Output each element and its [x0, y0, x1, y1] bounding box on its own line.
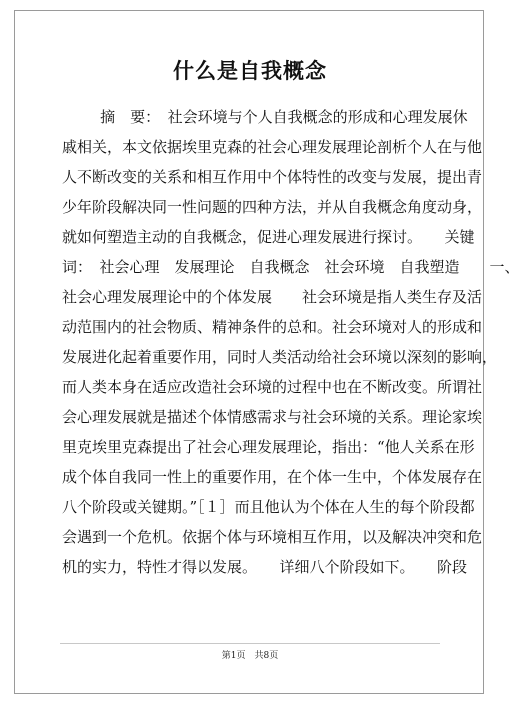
text-line: 发展进化起着重要作用，同时人类活动给社会环境以深刻的影响，: [62, 348, 498, 366]
text-line: 少年阶段解决同一性问题的四种方法，并从自我概念角度动身，: [62, 198, 483, 216]
text-line: 会心理发展就是描述个体情感需求与社会环境的关系。理论家埃: [62, 408, 483, 426]
footer-divider: [60, 643, 440, 644]
text-line: 摘 要： 社会环境与个人自我概念的形成和心理发展休: [62, 108, 468, 126]
document-title: 什么是自我概念: [173, 58, 327, 83]
text-line: 人不断改变的关系和相互作用中个体特性的改变与发展，提出青: [62, 168, 483, 186]
text-line: 会遇到一个危机。依据个体与环境相互作用，以及解决冲突和危: [62, 528, 483, 546]
text-line: 词： 社会心理 发展理论 自我概念 社会环境 自我塑造 一、: [62, 258, 520, 276]
text-line: 成个体自我同一性上的重要作用，在个体一生中，个体发展存在: [62, 468, 483, 486]
text-line: 动范围内的社会物质、精神条件的总和。社会环境对人的形成和: [62, 318, 483, 336]
text-line: 就如何塑造主动的自我概念，促进心理发展进行探讨。 关键: [62, 228, 475, 246]
text-line: 戚相关，本文依据埃里克森的社会心理发展理论剖析个人在与他: [62, 138, 483, 156]
text-line: 八个阶段或关键期。”［１］而且他认为个体在人生的每个阶段都: [62, 498, 475, 516]
document-body: [62, 102, 520, 582]
page-number: 第1页 共8页: [221, 651, 279, 661]
text-line: 而人类本身在适应改造社会环境的过程中也在不断改变。所谓社: [62, 378, 483, 396]
text-line: 社会心理发展理论中的个体发展 社会环境是指人类生存及活: [62, 288, 483, 306]
text-line: 机的实力，特性才得以发展。 详细八个阶段如下。 阶段: [62, 558, 468, 576]
text-line: 里克埃里克森提出了社会心理发展理论，指出：“他人关系在形: [62, 438, 475, 456]
